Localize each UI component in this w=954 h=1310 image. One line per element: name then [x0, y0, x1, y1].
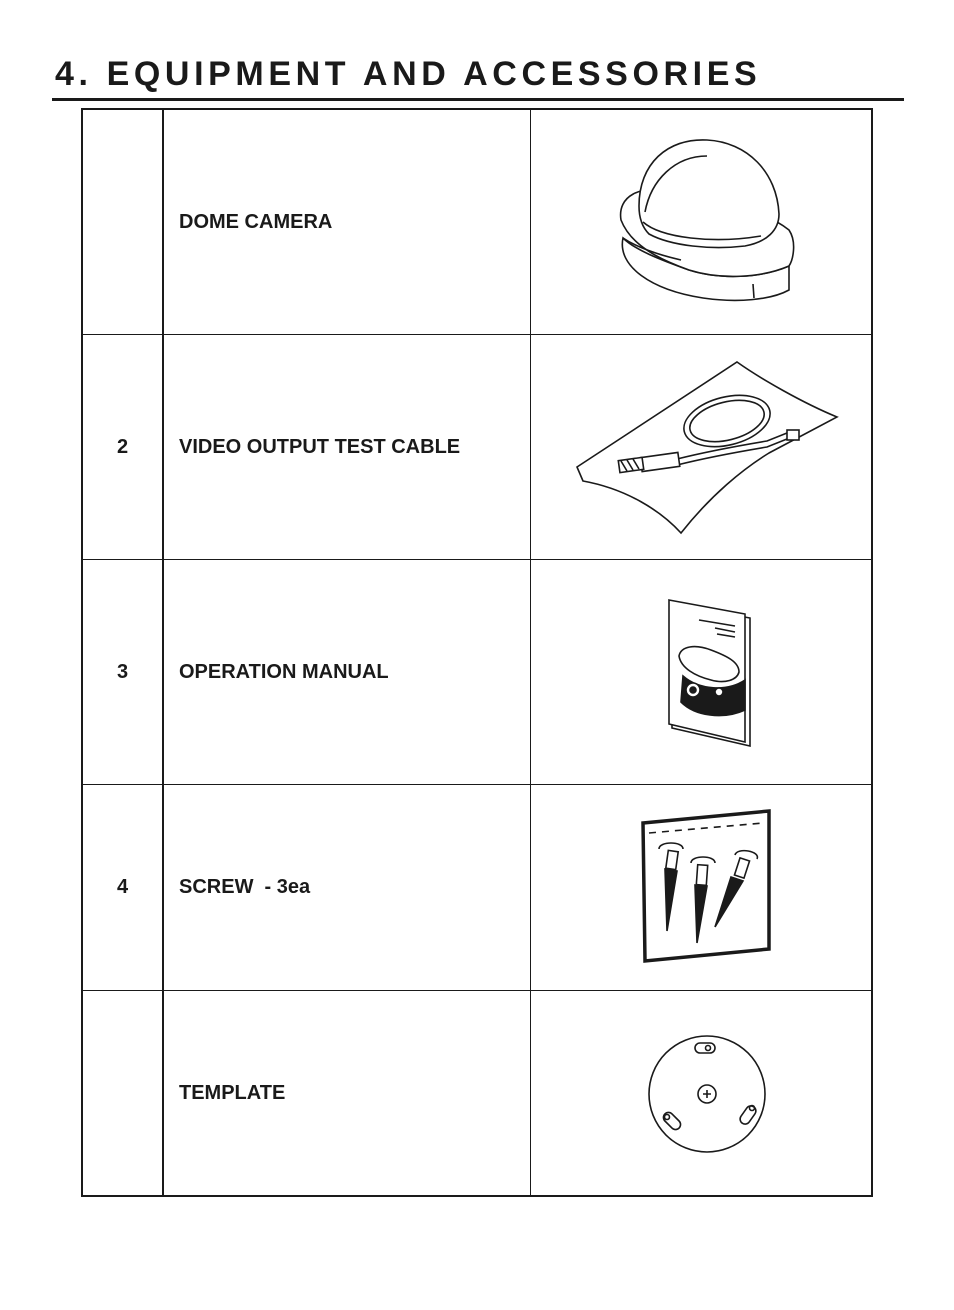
item-number: 3 [83, 560, 164, 784]
table-row [83, 335, 871, 560]
screws-illustration [531, 785, 871, 990]
test-cable-illustration [531, 335, 871, 559]
cable-icon [531, 335, 871, 560]
item-name: DOME CAMERA [164, 110, 531, 334]
item-name: OPERATION MANUAL [164, 560, 531, 784]
template-illustration [531, 991, 871, 1195]
item-number: 2 [83, 335, 164, 559]
dome-camera-icon [531, 110, 871, 335]
table-row [83, 110, 871, 335]
dome-camera-illustration [531, 110, 871, 334]
item-name: VIDEO OUTPUT TEST CABLE [164, 335, 531, 559]
item-number [83, 110, 164, 334]
item-number: 4 [83, 785, 164, 990]
table-row [83, 785, 871, 991]
template-icon [531, 991, 871, 1195]
item-name: TEMPLATE [164, 991, 531, 1195]
manual-icon [531, 560, 871, 785]
table-row [83, 991, 871, 1195]
screws-icon [531, 785, 871, 991]
manual-illustration [531, 560, 871, 784]
page-title: 4. EQUIPMENT AND ACCESSORIES [55, 55, 762, 93]
equipment-table [81, 108, 873, 1197]
page-heading [52, 50, 904, 101]
item-number [83, 991, 164, 1195]
table-row [83, 560, 871, 785]
item-name: SCREW - 3ea [164, 785, 531, 990]
